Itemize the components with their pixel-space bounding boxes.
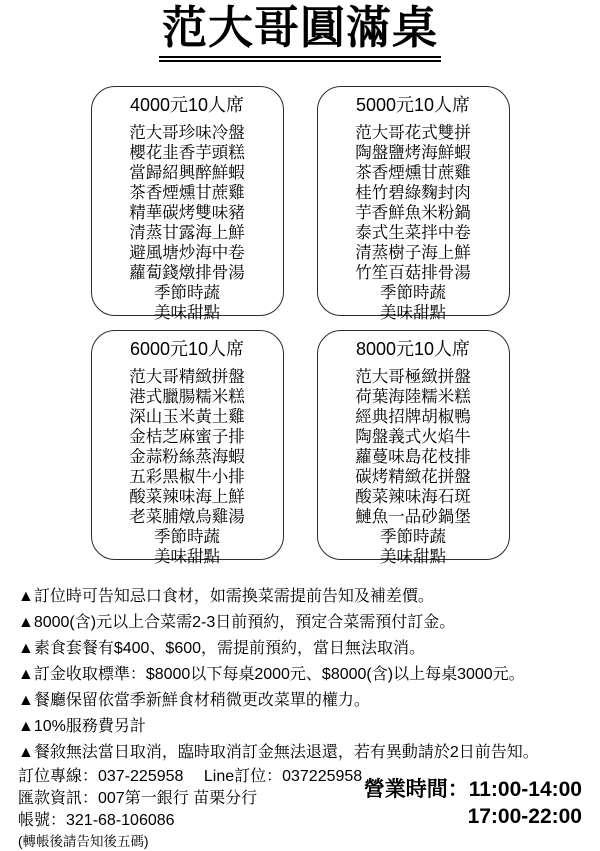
bank-info-line: 匯款資訊：007第一銀行 苗栗分行 (18, 789, 258, 807)
menu-item: 蘿蔓味島花枝排 (355, 447, 471, 466)
note-line: ▲8000(含)元以上合菜需2-3日前預約，預定合菜需預付訂金。 (18, 613, 456, 631)
note-line: ▲餐敘無法當日取消，臨時取消訂金無法退還，若有異動請於2日前告知。 (18, 743, 539, 761)
menu-item: 美味甜點 (154, 547, 220, 566)
menu-item: 茶香煙燻甘蔗雞 (355, 163, 471, 182)
note-line: ▲餐廳保留依當季新鮮食材稍微更改菜單的權力。 (18, 691, 370, 709)
page-title: 范大哥圓滿桌 (159, 2, 441, 62)
menu-box (317, 86, 510, 322)
note-line: ▲10%服務費另計 (18, 717, 146, 735)
menu-item: 精華碳烤雙味豬 (129, 203, 245, 222)
note-line: ▲素食套餐有$400、$600，需提前預約，當日無法取消。 (18, 639, 426, 657)
menu-item: 酸菜辣味海上鮮 (129, 487, 245, 506)
business-hours-line2: 17:00-22:00 (467, 805, 582, 828)
menu-item: 經典招牌胡椒鴨 (355, 407, 471, 426)
menu-item: 深山玉米黃土雞 (129, 407, 245, 426)
menu-item: 碳烤精緻花拼盤 (355, 467, 471, 486)
menu-box (91, 330, 284, 566)
menu-heading: 4000元10人席 (129, 94, 245, 115)
business-hours (364, 776, 582, 830)
menu-item: 芋香鮮魚米粉鍋 (355, 203, 471, 222)
menu-item: 美味甜點 (380, 303, 446, 322)
menu-item: 金桔芝麻蜜子排 (129, 427, 245, 446)
menu-item: 季節時蔬 (380, 283, 446, 302)
menu-item: 茶香煙燻甘蔗雞 (129, 183, 245, 202)
menu-item: 竹笙百菇排骨湯 (355, 263, 471, 282)
menu-item: 范大哥花式雙拼 (355, 123, 471, 142)
menu-item: 五彩黑椒牛小排 (129, 467, 245, 486)
transfer-note: (轉帳後請告知後五碼) (18, 833, 149, 849)
menu-item: 金蒜粉絲蒸海蝦 (129, 447, 245, 466)
menu-item: 櫻花韭香芋頭糕 (129, 143, 245, 162)
reservation-phone-line: 訂位專線：037-225958 Line訂位：037225958 (18, 767, 363, 785)
menu-box (91, 86, 284, 322)
account-number-line: 帳號：321-68-106086 (18, 811, 175, 829)
title-wrap (0, 0, 600, 62)
menu-item: 泰式生菜拌中卷 (355, 223, 471, 242)
menu-item: 清蒸甘露海上鮮 (129, 223, 245, 242)
note-line: ▲訂金收取標準：$8000以下每桌2000元、$8000(含)以上每桌3000元。 (18, 665, 525, 683)
menu-item: 季節時蔬 (154, 527, 220, 546)
note-line: ▲訂位時可告知忌口食材，如需換菜需提前告知及補差價。 (18, 587, 434, 605)
menu-item: 老菜脯燉烏雞湯 (129, 507, 245, 526)
menu-box (317, 330, 510, 566)
menu-item: 范大哥極緻拼盤 (355, 367, 471, 386)
notes-section (18, 584, 600, 766)
menu-item: 季節時蔬 (154, 283, 220, 302)
menu-item: 季節時蔬 (380, 527, 446, 546)
menu-heading: 6000元10人席 (129, 338, 245, 359)
menu-item: 清蒸樹子海上鮮 (355, 243, 471, 262)
menu-item: 美味甜點 (154, 303, 220, 322)
menu-item: 避風塘炒海中卷 (129, 243, 245, 262)
menu-item: 鰱魚一品砂鍋堡 (355, 507, 471, 526)
menu-item: 蘿蔔錢燉排骨湯 (129, 263, 245, 282)
business-hours-line1: 營業時間：11:00-14:00 (363, 778, 582, 801)
menu-item: 桂竹碧綠麴封肉 (355, 183, 471, 202)
menu-item: 陶盤義式火焰牛 (355, 427, 471, 446)
menu-heading: 8000元10人席 (355, 338, 471, 359)
menu-grid (0, 86, 600, 566)
menu-item: 美味甜點 (380, 547, 446, 566)
menu-item: 酸菜辣味海石斑 (355, 487, 471, 506)
menu-item: 荷葉海陸糯米糕 (355, 387, 471, 406)
menu-item: 港式臘腸糯米糕 (129, 387, 245, 406)
menu-item: 范大哥珍味冷盤 (129, 123, 245, 142)
menu-item: 陶盤鹽烤海鮮蝦 (355, 143, 471, 162)
menu-heading: 5000元10人席 (355, 94, 471, 115)
menu-item: 當歸紹興醉鮮蝦 (129, 163, 245, 182)
menu-item: 范大哥精緻拼盤 (129, 367, 245, 386)
